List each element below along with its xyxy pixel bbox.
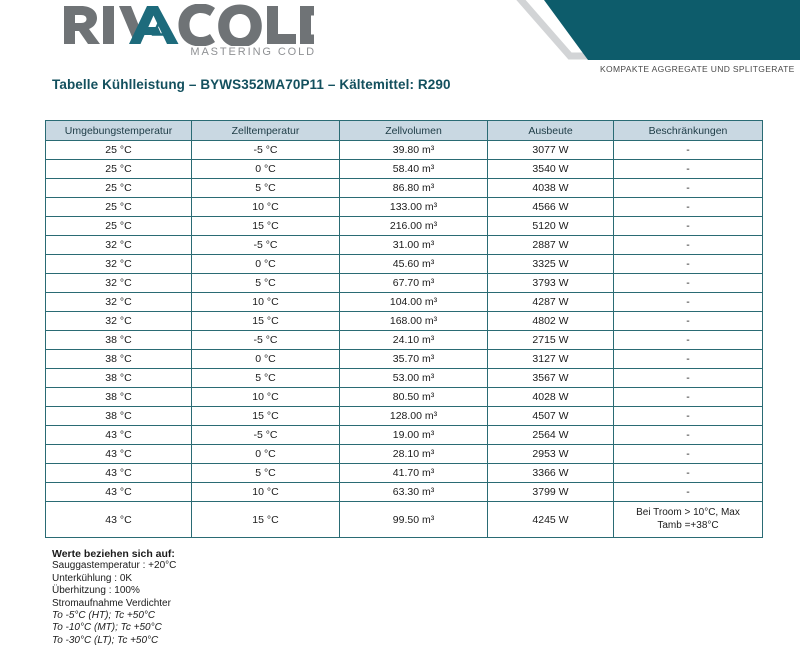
footnote-italic-lines <box>52 610 176 647</box>
cell-yield: 4566 W <box>488 198 614 217</box>
cell-ambient-temp: 43 °C <box>46 464 192 483</box>
cell-restrictions: - <box>614 483 763 502</box>
cell-cell-temp: 10 °C <box>192 483 340 502</box>
cell-yield: 3077 W <box>488 141 614 160</box>
corner-banner <box>492 0 800 72</box>
cell-cell-temp: 0 °C <box>192 255 340 274</box>
cell-restrictions: - <box>614 141 763 160</box>
table-row <box>46 236 763 255</box>
cell-cell-volume: 216.00 m³ <box>340 217 488 236</box>
cell-restrictions: - <box>614 217 763 236</box>
cell-ambient-temp: 43 °C <box>46 483 192 502</box>
cell-cell-temp: 15 °C <box>192 312 340 331</box>
cell-cell-temp: 10 °C <box>192 198 340 217</box>
footnote-condition-line: To -5°C (HT); Tc +50°C <box>52 610 156 622</box>
cell-cell-temp: 0 °C <box>192 160 340 179</box>
cell-ambient-temp: 38 °C <box>46 369 192 388</box>
cell-cell-volume: 39.80 m³ <box>340 141 488 160</box>
cell-ambient-temp: 38 °C <box>46 407 192 426</box>
cell-cell-volume: 53.00 m³ <box>340 369 488 388</box>
cell-cell-volume: 24.10 m³ <box>340 331 488 350</box>
cell-cell-volume: 41.70 m³ <box>340 464 488 483</box>
cell-ambient-temp: 38 °C <box>46 388 192 407</box>
column-header-ambient-temp: Umgebungstemperatur <box>46 121 192 141</box>
footnote-line: Überhitzung : 100% <box>52 585 140 597</box>
column-header-restrictions: Beschränkungen <box>614 121 763 141</box>
column-header-cell-temp: Zelltemperatur <box>192 121 340 141</box>
footnote-line: Sauggastemperatur : +20°C <box>52 560 177 572</box>
table-row <box>46 274 763 293</box>
cell-restrictions: - <box>614 445 763 464</box>
cell-yield: 2564 W <box>488 426 614 445</box>
cell-ambient-temp: 25 °C <box>46 179 192 198</box>
table-row <box>46 160 763 179</box>
cell-restrictions: - <box>614 464 763 483</box>
table-row <box>46 502 763 538</box>
cell-yield: 4028 W <box>488 388 614 407</box>
cell-restrictions: - <box>614 293 763 312</box>
footnote-line: Unterkühlung : 0K <box>52 572 133 584</box>
table-row <box>46 464 763 483</box>
cooling-capacity-table <box>45 120 763 538</box>
cell-restrictions: - <box>614 312 763 331</box>
cell-cell-volume: 168.00 m³ <box>340 312 488 331</box>
table-row <box>46 293 763 312</box>
cell-cell-temp: 10 °C <box>192 293 340 312</box>
cell-yield: 4802 W <box>488 312 614 331</box>
cell-cell-volume: 35.70 m³ <box>340 350 488 369</box>
cell-cell-temp: -5 °C <box>192 331 340 350</box>
table-row <box>46 445 763 464</box>
cell-yield: 2953 W <box>488 445 614 464</box>
cell-cell-temp: 5 °C <box>192 179 340 198</box>
cell-yield: 4287 W <box>488 293 614 312</box>
table-header-row <box>46 121 763 141</box>
cell-cell-temp: -5 °C <box>192 141 340 160</box>
cell-restrictions: - <box>614 179 763 198</box>
cell-yield: 3325 W <box>488 255 614 274</box>
cell-ambient-temp: 25 °C <box>46 141 192 160</box>
cell-restrictions: - <box>614 198 763 217</box>
footnotes-block <box>52 548 176 647</box>
table-row <box>46 255 763 274</box>
cell-ambient-temp: 32 °C <box>46 274 192 293</box>
rivacold-wordmark-icon <box>62 4 314 46</box>
table-row <box>46 426 763 445</box>
cell-restrictions: - <box>614 388 763 407</box>
teal-banner-shape <box>544 0 800 60</box>
footnote-line: Stromaufnahme Verdichter <box>52 597 171 609</box>
cell-cell-temp: 10 °C <box>192 388 340 407</box>
cooling-capacity-table-wrap <box>45 120 762 538</box>
cell-yield: 3793 W <box>488 274 614 293</box>
page-header <box>0 0 800 72</box>
cell-cell-volume: 45.60 m³ <box>340 255 488 274</box>
cell-restrictions: - <box>614 160 763 179</box>
footnote-condition-line: To -10°C (MT); Tc +50°C <box>52 622 162 634</box>
cell-yield: 2715 W <box>488 331 614 350</box>
table-row <box>46 179 763 198</box>
cell-cell-temp: 5 °C <box>192 464 340 483</box>
cell-yield: 3567 W <box>488 369 614 388</box>
column-header-yield: Ausbeute <box>488 121 614 141</box>
cell-cell-volume: 99.50 m³ <box>340 502 488 538</box>
cell-restrictions: - <box>614 255 763 274</box>
cell-cell-temp: 5 °C <box>192 274 340 293</box>
cell-restrictions: - <box>614 369 763 388</box>
cell-ambient-temp: 43 °C <box>46 426 192 445</box>
page-title: Tabelle Kühlleistung – BYWS352MA70P11 – Kältemittel: R290 <box>52 77 451 92</box>
table-row <box>46 369 763 388</box>
banner-caption: KOMPAKTE AGGREGATE UND SPLITGERATE <box>600 64 795 74</box>
cell-cell-temp: 15 °C <box>192 407 340 426</box>
table-row <box>46 198 763 217</box>
cell-yield: 3540 W <box>488 160 614 179</box>
cell-cell-temp: 15 °C <box>192 502 340 538</box>
cell-restrictions: - <box>614 274 763 293</box>
cell-cell-volume: 80.50 m³ <box>340 388 488 407</box>
cell-yield: 3127 W <box>488 350 614 369</box>
cell-cell-volume: 128.00 m³ <box>340 407 488 426</box>
cell-cell-volume: 67.70 m³ <box>340 274 488 293</box>
cell-ambient-temp: 25 °C <box>46 198 192 217</box>
cell-cell-temp: 0 °C <box>192 350 340 369</box>
cell-yield: 3366 W <box>488 464 614 483</box>
logo-tagline: MASTERING COLD <box>190 46 316 58</box>
cell-cell-temp: 15 °C <box>192 217 340 236</box>
cell-cell-temp: 5 °C <box>192 369 340 388</box>
cell-ambient-temp: 43 °C <box>46 502 192 538</box>
cell-ambient-temp: 32 °C <box>46 255 192 274</box>
brand-logo <box>62 4 322 66</box>
table-row <box>46 388 763 407</box>
footnote-condition-line: To -30°C (LT); Tc +50°C <box>52 634 159 646</box>
cell-restrictions: - <box>614 350 763 369</box>
cell-cell-temp: -5 °C <box>192 426 340 445</box>
column-header-cell-volume: Zellvolumen <box>340 121 488 141</box>
table-row <box>46 312 763 331</box>
cell-cell-volume: 19.00 m³ <box>340 426 488 445</box>
table-body <box>46 141 763 538</box>
table-row <box>46 407 763 426</box>
cell-yield: 3799 W <box>488 483 614 502</box>
table-row <box>46 141 763 160</box>
cell-restrictions: - <box>614 407 763 426</box>
cell-restrictions: - <box>614 236 763 255</box>
cell-restrictions: - <box>614 331 763 350</box>
cell-ambient-temp: 25 °C <box>46 217 192 236</box>
cell-ambient-temp: 32 °C <box>46 312 192 331</box>
cell-cell-volume: 58.40 m³ <box>340 160 488 179</box>
cell-cell-volume: 104.00 m³ <box>340 293 488 312</box>
cell-cell-volume: 31.00 m³ <box>340 236 488 255</box>
cell-yield: 4245 W <box>488 502 614 538</box>
cell-restrictions: - <box>614 426 763 445</box>
cell-cell-temp: -5 °C <box>192 236 340 255</box>
cell-ambient-temp: 38 °C <box>46 350 192 369</box>
cell-ambient-temp: 32 °C <box>46 236 192 255</box>
cell-ambient-temp: 43 °C <box>46 445 192 464</box>
cell-cell-temp: 0 °C <box>192 445 340 464</box>
cell-cell-volume: 133.00 m³ <box>340 198 488 217</box>
cell-ambient-temp: 32 °C <box>46 293 192 312</box>
cell-ambient-temp: 25 °C <box>46 160 192 179</box>
cell-ambient-temp: 38 °C <box>46 331 192 350</box>
cell-restrictions: Bei Troom > 10°C, Max Tamb =+38°C <box>614 502 763 538</box>
cell-cell-volume: 28.10 m³ <box>340 445 488 464</box>
table-row <box>46 483 763 502</box>
footnotes-title: Werte beziehen sich auf: <box>52 548 175 560</box>
table-row <box>46 331 763 350</box>
cell-yield: 4038 W <box>488 179 614 198</box>
cell-cell-volume: 86.80 m³ <box>340 179 488 198</box>
table-row <box>46 217 763 236</box>
table-row <box>46 350 763 369</box>
footnote-lines <box>52 560 176 610</box>
cell-yield: 5120 W <box>488 217 614 236</box>
cell-yield: 4507 W <box>488 407 614 426</box>
cell-yield: 2887 W <box>488 236 614 255</box>
cell-cell-volume: 63.30 m³ <box>340 483 488 502</box>
